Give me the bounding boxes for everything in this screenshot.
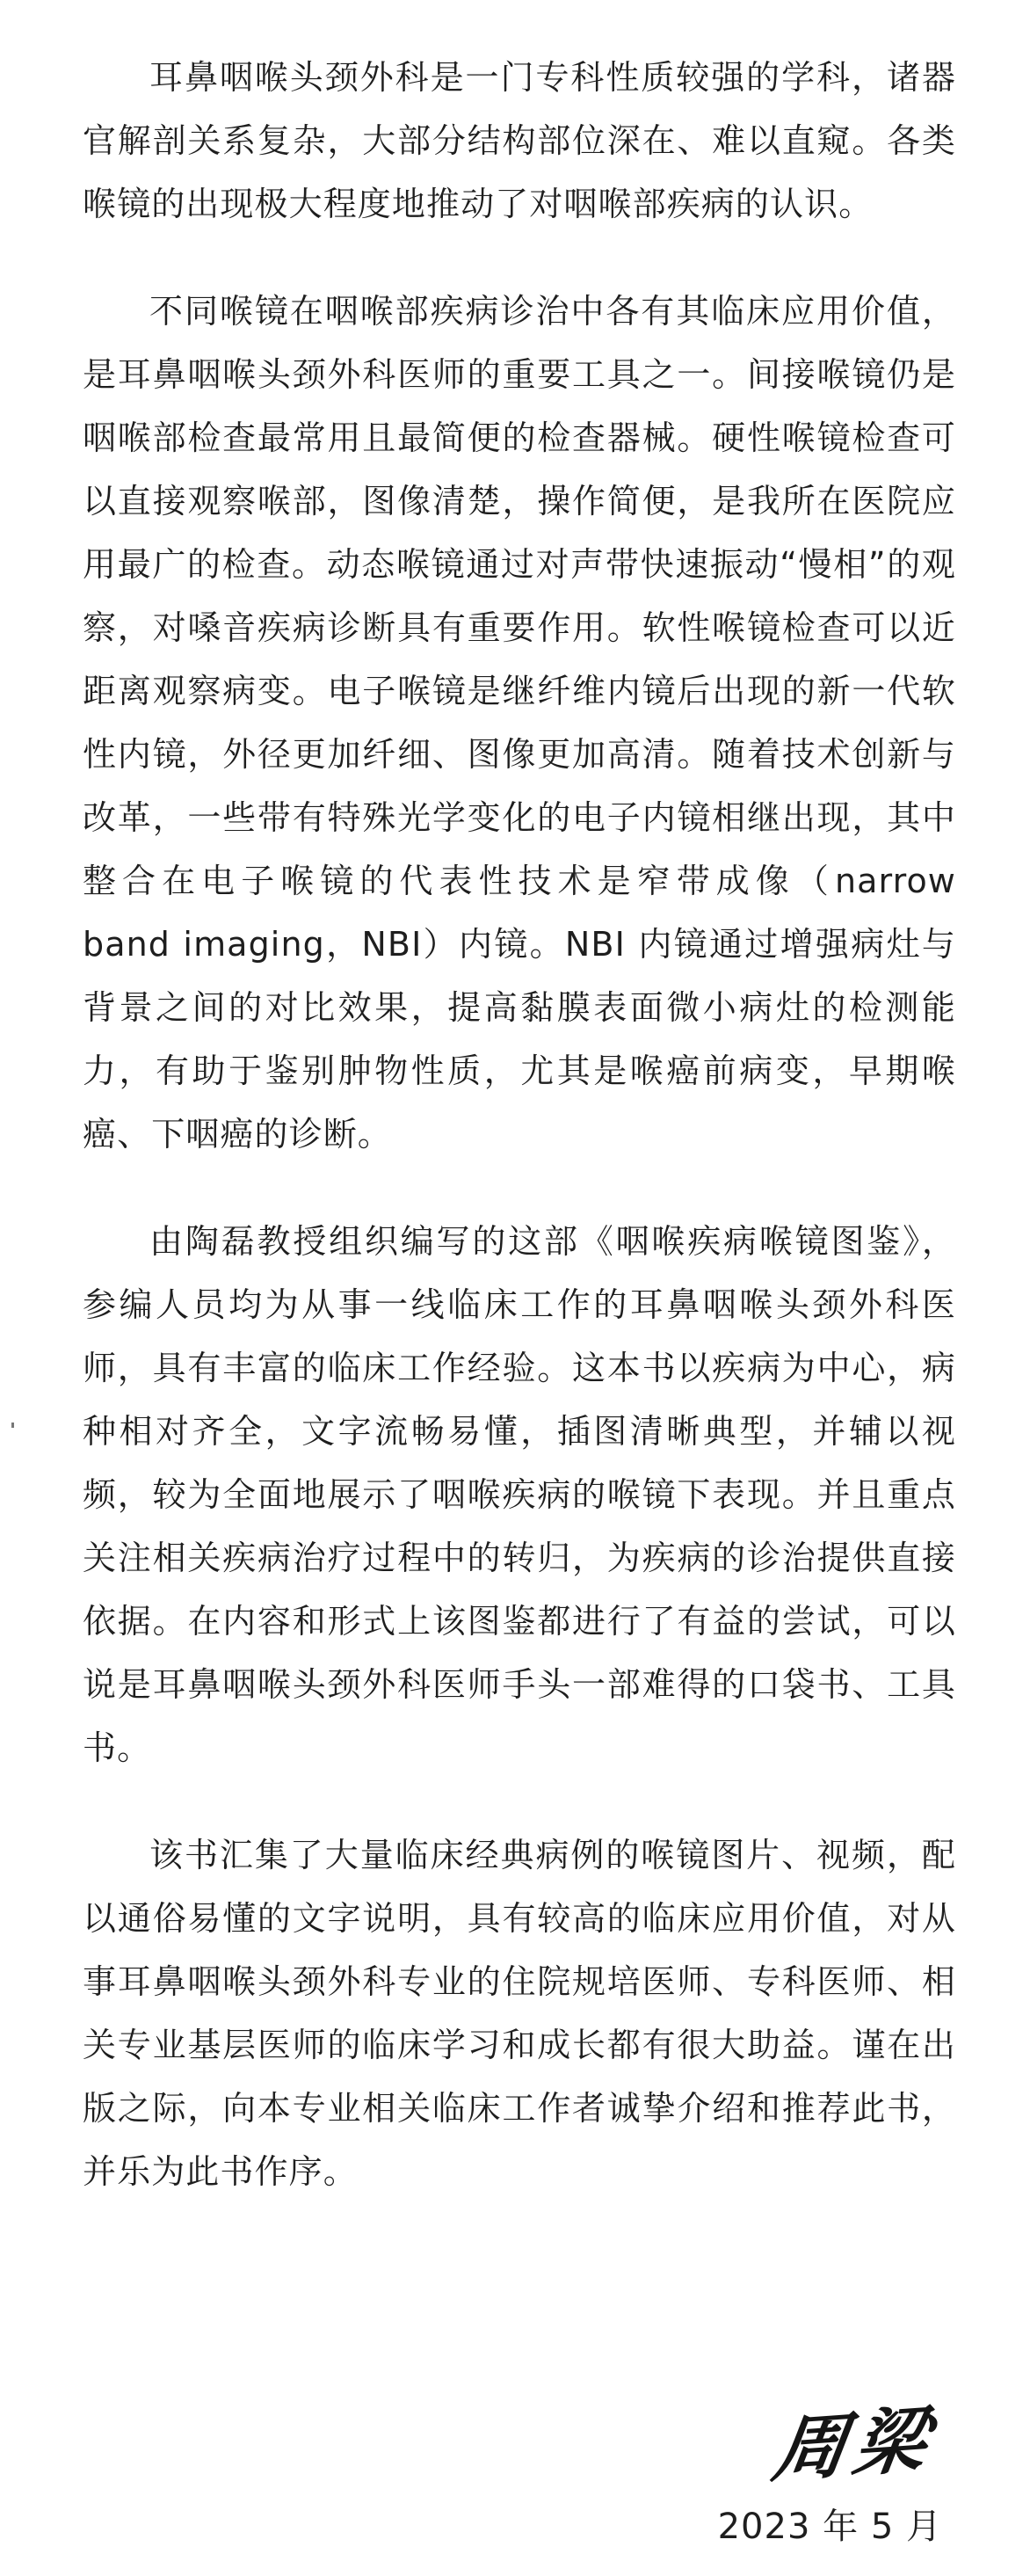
signature-date: 2023 年 5 月 bbox=[717, 2507, 942, 2547]
scan-mark bbox=[11, 1423, 14, 1428]
document-body bbox=[83, 46, 956, 2247]
paragraph-1: 耳鼻咽喉头颈外科是一门专科性质较强的学科，诸器官解剖关系复杂，大部分结构部位深在、难以直窥。各类喉镜的出现极大程度地推动了对咽喉部疾病的认识。 bbox=[83, 58, 956, 223]
handwritten-signature: 周梁 bbox=[767, 2397, 940, 2493]
paragraph-2: 不同喉镜在咽喉部疾病诊治中各有其临床应用价值，是耳鼻咽喉头颈外科医师的重要工具之一。间接喉镜仍是咽喉部检查最常用且最简便的检查器械。硬性喉镜检查可以直接观察喉部，图像清楚，操作简便，是我所在医院应用最广的检查。动态喉镜通过对声带快速振动“慢相”的观察，对嗓音疾病诊断具有重要作用。软性喉镜检查可以近距离观察病变。电子喉镜是继纤维内镜后出现的新一代软性内镜，外径更加纤细、图像更加高清。随着技术创新与改革，一些带有特殊光学变化的电子内镜相继出现，其中整合在电子喉镜的代表性技术是窄带成像（narrow band imaging，NBI）内镜。NBI 内镜通过增强病灶与背景之间的对比效果，提高黏膜表面微小病灶的检测能力，有助于鉴别肿物性质，尤其是喉癌前病变，早期喉癌、下咽癌的诊断。 bbox=[83, 292, 956, 1153]
signature-block bbox=[0, 2383, 942, 2567]
paragraph-4: 该书汇集了大量临床经典病例的喉镜图片、视频，配以通俗易懂的文字说明，具有较高的临床应用价值，对从事耳鼻咽喉头颈外科专业的住院规培医师、专科医师、相关专业基层医师的临床学习和成长都有很大助益。谨在出版之际，向本专业相关临床工作者诚挚介绍和推荐此书，并乐为此书作序。 bbox=[83, 1836, 956, 2191]
paragraph-3: 由陶磊教授组织编写的这部《咽喉疾病喉镜图鉴》，参编人员均为从事一线临床工作的耳鼻咽喉头颈外科医师，具有丰富的临床工作经验。这本书以疾病为中心，病种相对齐全，文字流畅易懂，插图清晰典型，并辅以视频，较为全面地展示了咽喉疾病的喉镜下表现。并且重点关注相关疾病治疗过程中的转归，为疾病的诊治提供直接依据。在内容和形式上该图鉴都进行了有益的尝试，可以说是耳鼻咽喉头颈外科医师手头一部难得的口袋书、工具书。 bbox=[83, 1222, 956, 1767]
